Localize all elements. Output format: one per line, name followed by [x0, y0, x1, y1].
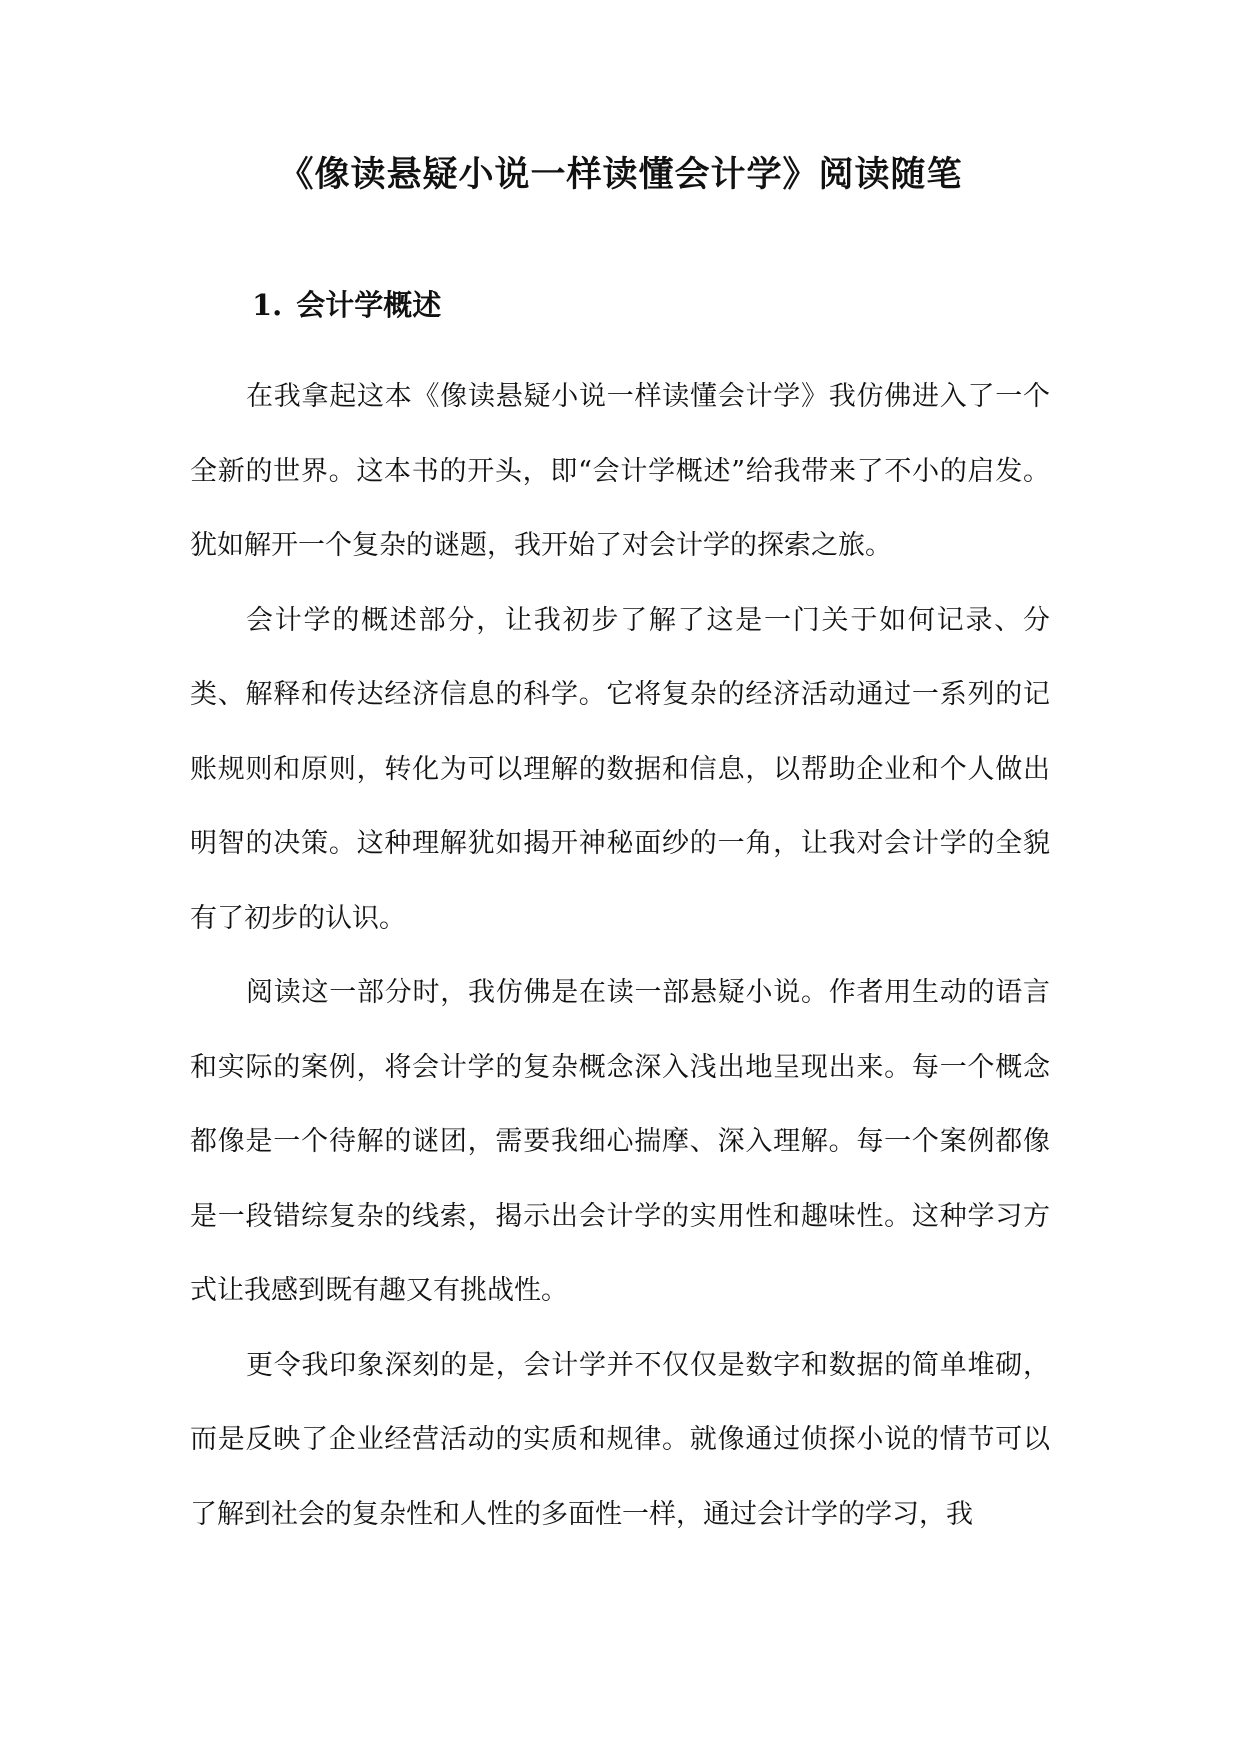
section-title: 会计学概述 — [296, 288, 442, 322]
body-text — [190, 360, 1050, 1552]
paragraph-3: 阅读这一部分时，我仿佛是在读一部悬疑小说。作者用生动的语言和实际的案例，将会计学的复杂概念深入浅出地呈现出来。每一个概念都像是一个待解的谜团，需要我细心揣摩、深入理解。每一个案例都像是一段错综复杂的线索，揭示出会计学的实用性和趣味性。这种学习方式让我感到既有趣又有挑战性。 — [190, 977, 1050, 1306]
section-number: 1. — [252, 288, 283, 322]
section-heading — [252, 285, 441, 325]
paragraph-1: 在我拿起这本《像读悬疑小说一样读懂会计学》我仿佛进入了一个全新的世界。这本书的开头，即“会计学概述”给我带来了不小的启发。犹如解开一个复杂的谜题，我开始了对会计学的探索之旅。 — [190, 381, 1050, 561]
document-title: 《像读悬疑小说一样读懂会计学》阅读随笔 — [278, 154, 963, 195]
paragraph-4: 更令我印象深刻的是，会计学并不仅仅是数字和数据的简单堆砌，而是反映了企业经营活动的实质和规律。就像通过侦探小说的情节可以了解到社会的复杂性和人性的多面性一样，通过会计学的学习，我 — [190, 1349, 1050, 1530]
paragraph-2: 会计学的概述部分，让我初步了解了这是一门关于如何记录、分类、解释和传达经济信息的科学。它将复杂的经济活动通过一系列的记账规则和原则，转化为可以理解的数据和信息，以帮助企业和个人做出明智的决策。这种理解犹如揭开神秘面纱的一角，让我对会计学的全貌有了初步的认识。 — [190, 604, 1050, 934]
